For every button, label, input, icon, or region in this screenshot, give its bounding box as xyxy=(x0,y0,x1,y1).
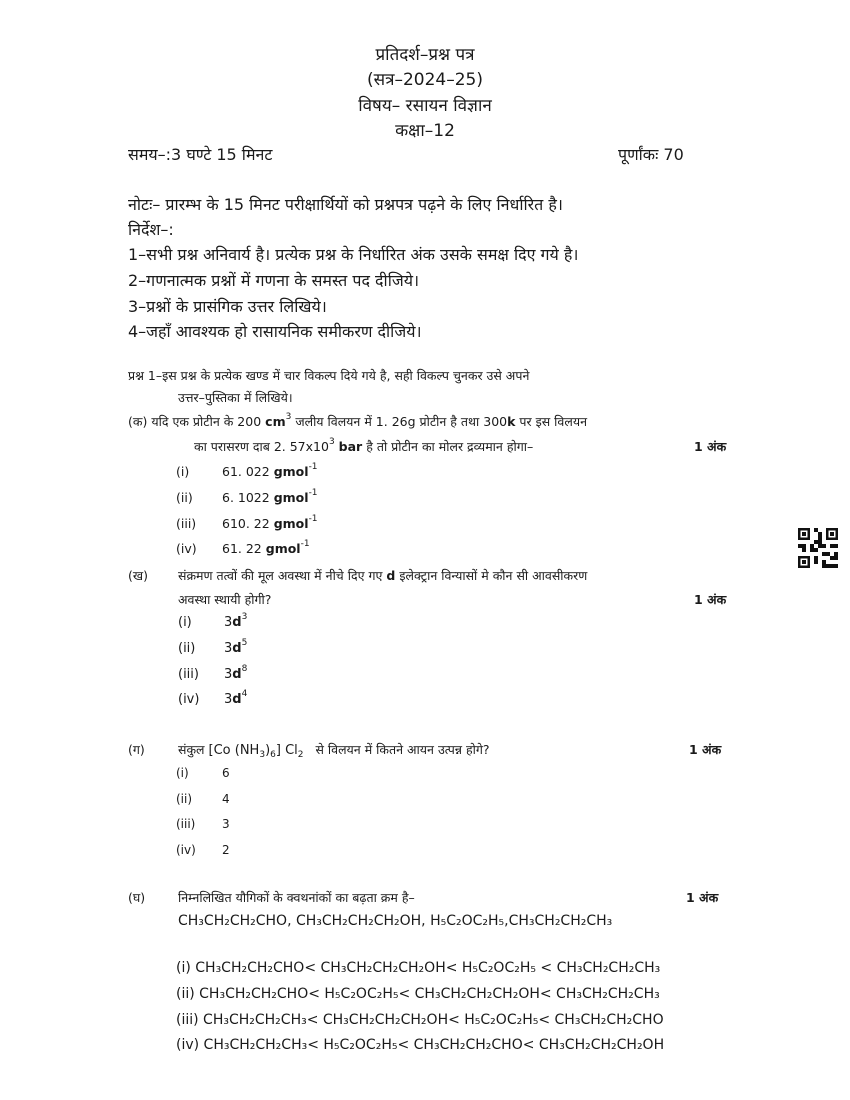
option-unit: gmol xyxy=(273,490,309,505)
option-number: (iii) xyxy=(176,817,196,831)
chloride-sub: 2 xyxy=(297,750,304,760)
ka-bar: bar xyxy=(338,439,363,454)
complex-open: [Co (NH xyxy=(208,743,260,758)
ka-text-a: यदि एक प्रोटीन के 200 xyxy=(151,414,262,429)
gha-option: (iii) CH₃CH₂CH₂CH₃< CH₃CH₂CH₂CH₂OH< H₅C₂OC₂H₅< CH₃CH₂CH₂CHO xyxy=(176,1012,664,1028)
ka-text-c: पर इस विलयन xyxy=(519,414,588,429)
ga-option xyxy=(176,766,230,780)
ka-text-e: है तो प्रोटीन का मोलर द्रव्यमान होगा– xyxy=(366,439,534,454)
ga-text-a: संकुल xyxy=(178,742,205,757)
option-d: d xyxy=(232,692,242,707)
note: नोटः– प्रारम्भ के 15 मिनट परीक्षार्थियों को प्रश्नपत्र पढ़ने के लिए निर्धारित है। xyxy=(128,195,563,214)
option-base: 3 xyxy=(224,615,233,630)
q1-ka-stem-line1 xyxy=(128,413,587,430)
ga-option xyxy=(176,792,230,806)
option-unit-sup: -1 xyxy=(300,539,310,549)
option-sup: 4 xyxy=(241,689,248,699)
kha-label: (ख) xyxy=(128,568,148,583)
kha-d: d xyxy=(386,568,396,583)
gha-option: (i) CH₃CH₂CH₂CHO< CH₃CH₂CH₂CH₂OH< H₅C₂OC₂H₅ < CH₃CH₂CH₂CH₃ xyxy=(176,960,661,976)
ka-text-d: का परासरण दाब 2. 57x10 xyxy=(194,439,329,454)
kha-option xyxy=(178,612,248,630)
ga-option xyxy=(176,817,230,831)
chloride: Cl xyxy=(285,743,298,758)
option-number: (iv) xyxy=(176,541,197,556)
option-value: 6. 1022 xyxy=(222,490,270,505)
q1-intro-line2: उत्तर–पुस्तिका में लिखिये। xyxy=(178,390,293,405)
option-value: 3 xyxy=(222,817,230,831)
option-d: d xyxy=(232,615,242,630)
complex-bracket: ] xyxy=(275,743,281,758)
ga-text-b: से विलयन में कितने आयन उत्पन्न होगे? xyxy=(315,742,490,757)
kha-marks: 1 अंक xyxy=(694,592,727,607)
subject: विषय– रसायन विज्ञान xyxy=(358,96,492,116)
session: (सत्र–2024–25) xyxy=(366,70,484,90)
option-unit-sup: -1 xyxy=(308,514,318,524)
complex-sub6: 6 xyxy=(270,750,276,760)
option-number: (ii) xyxy=(176,490,193,505)
ka-unit-sup: 3 xyxy=(285,412,292,422)
paper-title: प्रतिदर्श–प्रश्न पत्र xyxy=(375,45,475,65)
option-d: d xyxy=(232,641,242,656)
option-unit-sup: -1 xyxy=(308,488,318,498)
ka-unit: cm xyxy=(265,414,286,429)
option-sup: 5 xyxy=(241,638,248,648)
instruction-item: 4–जहाँ आवश्यक हो रासायनिक समीकरण दीजिये। xyxy=(128,322,422,341)
option-sup: 3 xyxy=(241,612,248,622)
ka-marks: 1 अंक xyxy=(694,439,727,454)
option-unit: gmol xyxy=(265,541,301,556)
option-number: (iii) xyxy=(178,667,199,682)
q1-ga-stem xyxy=(178,741,490,758)
gha-label: (घ) xyxy=(128,890,146,905)
complex-sub3: 3 xyxy=(259,750,266,760)
option-value: 6 xyxy=(222,766,230,780)
option-base: 3 xyxy=(224,667,233,682)
gha-option: (iv) CH₃CH₂CH₂CH₃< H₅C₂OC₂H₅< CH₃CH₂CH₂CHO< CH₃CH₂CH₂CH₂OH xyxy=(176,1037,665,1053)
option-number: (ii) xyxy=(176,792,193,806)
option-sup: 8 xyxy=(241,664,248,674)
option-value: 61. 022 xyxy=(222,464,270,479)
kha-stem-line2: अवस्था स्थायी होगी? xyxy=(178,592,272,607)
option-number: (ii) xyxy=(178,641,196,656)
option-value: 2 xyxy=(222,843,230,857)
gha-stem: निम्नलिखित यौगिकों के क्वथनांकों का बढ़ता क्रम है– xyxy=(178,890,415,905)
option-value: 610. 22 xyxy=(222,516,270,531)
instruction-item: 2–गणनात्मक प्रश्नों में गणना के समस्त पद दीजिये। xyxy=(128,271,420,290)
q1-kha-stem-line1 xyxy=(178,567,587,584)
option-number: (iii) xyxy=(176,516,197,531)
instruction-item: 3–प्रश्नों के प्रासंगिक उत्तर लिखिये। xyxy=(128,297,327,316)
qr-code-icon xyxy=(798,528,838,568)
instruction-item: 1–सभी प्रश्न अनिवार्य है। प्रत्येक प्रश्न के निर्धारित अंक उसके समक्ष दिए गये है। xyxy=(128,245,579,264)
option-value: 61. 22 xyxy=(222,541,262,556)
q1-ka-stem-line2 xyxy=(194,438,533,455)
part-label: (क) xyxy=(128,414,148,429)
option-unit: gmol xyxy=(273,464,309,479)
ka-kelvin: k xyxy=(507,414,516,429)
kha-option xyxy=(178,638,248,656)
ga-option xyxy=(176,843,230,857)
option-value: 4 xyxy=(222,792,230,806)
ka-option xyxy=(176,490,318,505)
kha-text-a: संक्रमण तत्वों की मूल अवस्था में नीचे दिए गए xyxy=(178,568,383,583)
ka-exp: 3 xyxy=(328,437,335,447)
kha-option xyxy=(178,689,248,707)
complex-formula xyxy=(209,743,304,758)
kha-option xyxy=(178,664,248,682)
ga-marks: 1 अंक xyxy=(689,742,722,757)
q1-intro-line1: प्रश्न 1–इस प्रश्न के प्रत्येक खण्ड में चार विकल्प दिये गये है, सही विकल्प चुनकर उसे अपने xyxy=(128,368,530,383)
class: कक्षा–12 xyxy=(395,121,455,141)
complex-close: ) xyxy=(265,743,271,758)
kha-text-b: इलेक्ट्रान विन्यासों मे कौन सी आवसीकरण xyxy=(399,568,588,583)
time-allowed: समय–:3 घण्टे 15 मिनट xyxy=(128,145,273,164)
ga-label: (ग) xyxy=(128,742,145,757)
instructions-heading: निर्देश–: xyxy=(128,220,174,239)
ka-option xyxy=(176,464,318,479)
option-unit: gmol xyxy=(273,516,309,531)
ka-text-b: जलीय विलयन में 1. 26g प्रोटीन है तथा 300 xyxy=(295,414,508,429)
option-unit-sup: -1 xyxy=(308,462,318,472)
option-base: 3 xyxy=(224,692,233,707)
option-number: (iv) xyxy=(178,692,200,707)
option-number: (iv) xyxy=(176,843,196,857)
option-d: d xyxy=(232,667,242,682)
gha-marks: 1 अंक xyxy=(686,890,719,905)
gha-option: (ii) CH₃CH₂CH₂CHO< H₅C₂OC₂H₅< CH₃CH₂CH₂CH₂OH< CH₃CH₂CH₂CH₃ xyxy=(176,986,660,1002)
option-number: (i) xyxy=(178,615,192,630)
option-base: 3 xyxy=(224,641,233,656)
full-marks: पूर्णांकः 70 xyxy=(618,145,684,164)
ka-option xyxy=(176,516,318,531)
option-number: (i) xyxy=(176,766,189,780)
ka-option xyxy=(176,541,310,556)
gha-compounds: CH₃CH₂CH₂CHO, CH₃CH₂CH₂CH₂OH, H₅C₂OC₂H₅,CH₃CH₂CH₂CH₃ xyxy=(178,913,613,929)
option-number: (i) xyxy=(176,464,190,479)
